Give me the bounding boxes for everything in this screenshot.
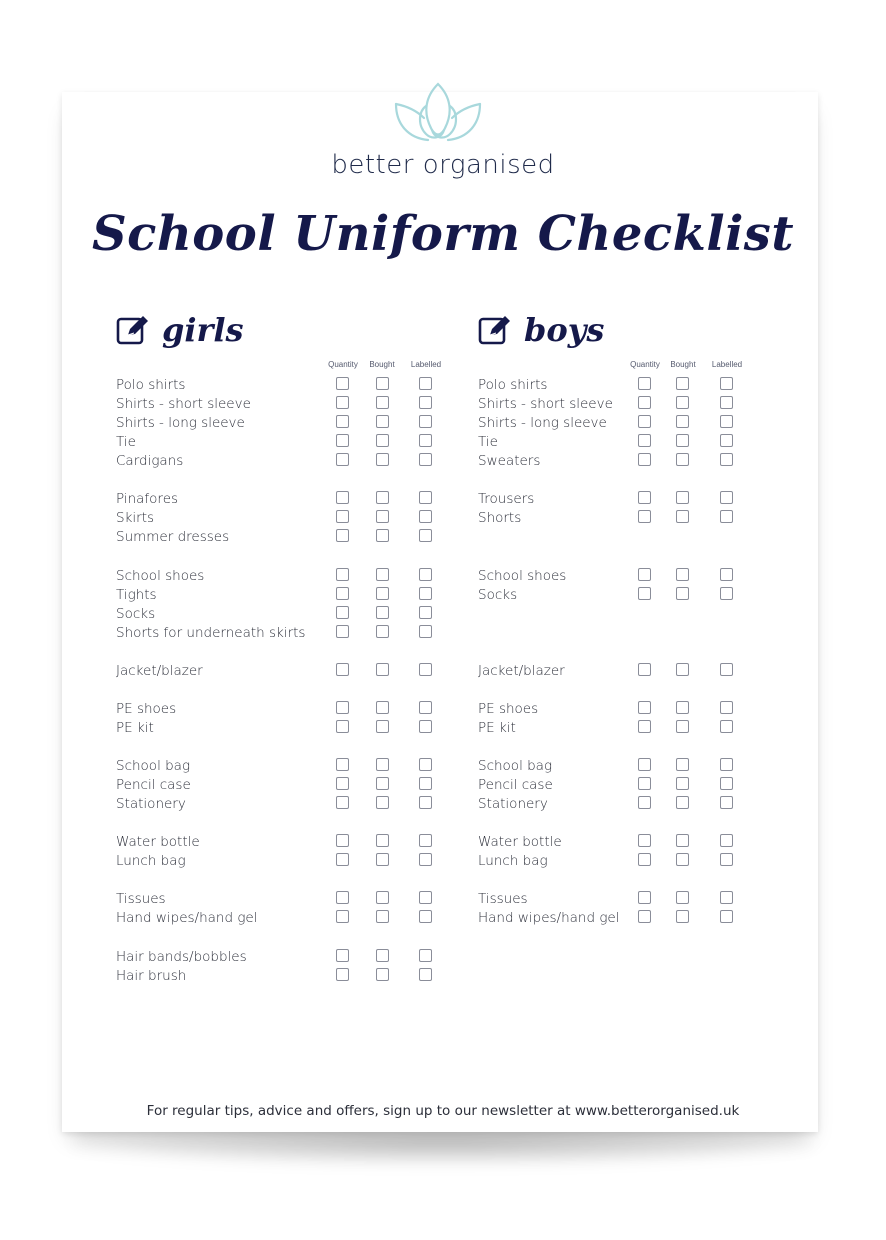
item-label: Shorts for underneath skirts <box>116 624 306 641</box>
quantity-checkbox[interactable] <box>638 587 651 600</box>
column-header-bought: Bought <box>670 360 696 369</box>
checklist-row <box>116 890 446 909</box>
bought-checkbox[interactable] <box>676 720 689 733</box>
bought-checkbox[interactable] <box>676 663 689 676</box>
bought-checkbox[interactable] <box>376 377 389 390</box>
item-label: Lunch bag <box>478 853 548 870</box>
item-label: PE kit <box>478 719 516 736</box>
labelled-checkbox[interactable] <box>720 434 733 447</box>
labelled-checkbox[interactable] <box>419 949 432 962</box>
bought-checkbox[interactable] <box>376 834 389 847</box>
item-label: Cardigans <box>116 453 184 470</box>
labelled-checkbox[interactable] <box>720 510 733 523</box>
labelled-checkbox[interactable] <box>419 396 432 409</box>
bought-checkbox[interactable] <box>376 529 389 542</box>
bought-checkbox[interactable] <box>376 968 389 981</box>
quantity-checkbox[interactable] <box>638 396 651 409</box>
quantity-checkbox[interactable] <box>638 434 651 447</box>
item-label: Polo shirts <box>478 377 548 393</box>
labelled-checkbox[interactable] <box>720 491 733 504</box>
bought-checkbox[interactable] <box>676 796 689 809</box>
girls-heading <box>116 310 244 350</box>
bought-checkbox[interactable] <box>676 415 689 428</box>
bought-checkbox[interactable] <box>676 396 689 409</box>
labelled-checkbox[interactable] <box>419 758 432 771</box>
item-label: Jacket/blazer <box>116 662 203 679</box>
item-label: Skirts <box>116 510 155 527</box>
checklist-row <box>478 890 808 909</box>
checklist-row <box>478 757 808 776</box>
column-header-quantity: Quantity <box>630 360 660 369</box>
quantity-checkbox[interactable] <box>336 758 349 771</box>
bought-checkbox[interactable] <box>376 701 389 714</box>
bought-checkbox[interactable] <box>376 891 389 904</box>
labelled-checkbox[interactable] <box>419 415 432 428</box>
checklist-row <box>116 719 446 738</box>
bought-checkbox[interactable] <box>376 796 389 809</box>
quantity-checkbox[interactable] <box>336 510 349 523</box>
bought-checkbox[interactable] <box>376 587 389 600</box>
checklist-row <box>478 490 808 509</box>
quantity-checkbox[interactable] <box>638 910 651 923</box>
column-header-labelled: Labelled <box>410 360 442 369</box>
labelled-checkbox[interactable] <box>419 701 432 714</box>
item-label: Hand wipes/hand gel <box>116 910 258 927</box>
bought-checkbox[interactable] <box>676 701 689 714</box>
bought-checkbox[interactable] <box>376 415 389 428</box>
bought-checkbox[interactable] <box>676 568 689 581</box>
quantity-checkbox[interactable] <box>336 587 349 600</box>
bought-checkbox[interactable] <box>376 568 389 581</box>
item-label: Pencil case <box>478 777 553 794</box>
labelled-checkbox[interactable] <box>419 606 432 619</box>
bought-checkbox[interactable] <box>376 663 389 676</box>
item-label: Shorts <box>478 510 522 527</box>
labelled-checkbox[interactable] <box>720 834 733 847</box>
labelled-checkbox[interactable] <box>419 529 432 542</box>
labelled-checkbox[interactable] <box>720 701 733 714</box>
quantity-checkbox[interactable] <box>336 529 349 542</box>
quantity-checkbox[interactable] <box>336 891 349 904</box>
item-label: Summer dresses <box>116 529 230 546</box>
checklist-row <box>116 414 446 433</box>
item-label: Shirts - long sleeve <box>116 415 245 432</box>
checklist-row <box>478 776 808 795</box>
item-label: PE shoes <box>116 700 177 717</box>
quantity-checkbox[interactable] <box>638 701 651 714</box>
bought-checkbox[interactable] <box>376 396 389 409</box>
labelled-checkbox[interactable] <box>720 777 733 790</box>
labelled-checkbox[interactable] <box>720 758 733 771</box>
checklist-row <box>116 624 446 643</box>
labelled-checkbox[interactable] <box>720 720 733 733</box>
quantity-checkbox[interactable] <box>336 491 349 504</box>
labelled-checkbox[interactable] <box>720 587 733 600</box>
labelled-checkbox[interactable] <box>419 434 432 447</box>
quantity-checkbox[interactable] <box>336 720 349 733</box>
labelled-checkbox[interactable] <box>419 453 432 466</box>
quantity-checkbox[interactable] <box>638 796 651 809</box>
item-label: School bag <box>478 758 553 774</box>
checklist-row <box>116 662 446 681</box>
quantity-checkbox[interactable] <box>336 453 349 466</box>
labelled-checkbox[interactable] <box>419 510 432 523</box>
checklist-row <box>478 909 808 928</box>
checklist-row <box>116 509 446 528</box>
checklist-row <box>116 909 446 928</box>
column-header-bought: Bought <box>369 360 395 369</box>
checklist-row <box>478 376 808 395</box>
bought-checkbox[interactable] <box>376 491 389 504</box>
checklist-row <box>478 452 808 471</box>
checklist-row <box>116 586 446 605</box>
checklist-row <box>116 452 446 471</box>
item-label: Hand wipes/hand gel <box>478 910 620 927</box>
labelled-checkbox[interactable] <box>419 377 432 390</box>
checklist-row <box>116 757 446 776</box>
checklist-row <box>116 433 446 452</box>
labelled-checkbox[interactable] <box>720 853 733 866</box>
item-label: Lunch bag <box>116 853 186 870</box>
item-label: Hair bands/bobbles <box>116 948 247 965</box>
labelled-checkbox[interactable] <box>720 663 733 676</box>
column-header-labelled: Labelled <box>711 360 743 369</box>
quantity-checkbox[interactable] <box>638 453 651 466</box>
quantity-checkbox[interactable] <box>336 625 349 638</box>
checklist-row <box>478 662 808 681</box>
labelled-checkbox[interactable] <box>419 834 432 847</box>
quantity-checkbox[interactable] <box>638 891 651 904</box>
labelled-checkbox[interactable] <box>419 891 432 904</box>
checklist-row <box>116 852 446 871</box>
item-label: School shoes <box>478 567 567 584</box>
quantity-checkbox[interactable] <box>638 415 651 428</box>
item-label: Pencil case <box>116 777 191 794</box>
bought-checkbox[interactable] <box>676 510 689 523</box>
labelled-checkbox[interactable] <box>419 625 432 638</box>
quantity-checkbox[interactable] <box>638 510 651 523</box>
bought-checkbox[interactable] <box>376 510 389 523</box>
quantity-checkbox[interactable] <box>336 701 349 714</box>
checklist-row <box>116 376 446 395</box>
labelled-checkbox[interactable] <box>720 415 733 428</box>
checklist-row <box>116 605 446 624</box>
quantity-checkbox[interactable] <box>336 949 349 962</box>
labelled-checkbox[interactable] <box>419 663 432 676</box>
quantity-checkbox[interactable] <box>638 720 651 733</box>
lotus-icon <box>388 78 488 148</box>
labelled-checkbox[interactable] <box>419 968 432 981</box>
bought-checkbox[interactable] <box>376 758 389 771</box>
quantity-checkbox[interactable] <box>638 663 651 676</box>
item-label: Shirts - short sleeve <box>116 396 251 413</box>
quantity-checkbox[interactable] <box>638 853 651 866</box>
checklist-row <box>478 795 808 814</box>
checklist-row <box>478 833 808 852</box>
item-label: School bag <box>116 758 191 774</box>
checklist-row <box>116 833 446 852</box>
labelled-checkbox[interactable] <box>419 587 432 600</box>
checklist-row <box>116 528 446 547</box>
checklist-row <box>478 719 808 738</box>
footer-note: For regular tips, advice and offers, sign up to our newsletter at www.betterorganised.uk <box>146 1103 740 1119</box>
checklist-row <box>478 395 808 414</box>
bought-checkbox[interactable] <box>376 949 389 962</box>
checklist-row <box>478 700 808 719</box>
item-label: School shoes <box>116 567 205 584</box>
bought-checkbox[interactable] <box>376 625 389 638</box>
quantity-checkbox[interactable] <box>336 396 349 409</box>
girls-title: girls <box>162 311 244 349</box>
checklist-row <box>116 948 446 967</box>
quantity-checkbox[interactable] <box>638 758 651 771</box>
checklist-row <box>478 567 808 586</box>
bought-checkbox[interactable] <box>376 453 389 466</box>
bought-checkbox[interactable] <box>376 853 389 866</box>
labelled-checkbox[interactable] <box>720 377 733 390</box>
checklist-row <box>478 509 808 528</box>
edit-icon <box>116 313 150 347</box>
bought-checkbox[interactable] <box>676 758 689 771</box>
checklist-row <box>116 395 446 414</box>
item-label: Tissues <box>116 891 166 908</box>
bought-checkbox[interactable] <box>376 910 389 923</box>
bought-checkbox[interactable] <box>676 834 689 847</box>
page-title: School Uniform Checklist <box>92 206 794 262</box>
quantity-checkbox[interactable] <box>336 834 349 847</box>
checklist-row <box>116 776 446 795</box>
bought-checkbox[interactable] <box>376 606 389 619</box>
boys-heading <box>478 310 604 350</box>
bought-checkbox[interactable] <box>376 720 389 733</box>
item-label: Tie <box>116 434 136 451</box>
item-label: Socks <box>116 605 156 622</box>
quantity-checkbox[interactable] <box>638 377 651 390</box>
labelled-checkbox[interactable] <box>720 910 733 923</box>
labelled-checkbox[interactable] <box>720 396 733 409</box>
labelled-checkbox[interactable] <box>720 891 733 904</box>
quantity-checkbox[interactable] <box>336 910 349 923</box>
checklist-row <box>116 795 446 814</box>
bought-checkbox[interactable] <box>376 777 389 790</box>
bought-checkbox[interactable] <box>376 434 389 447</box>
bought-checkbox[interactable] <box>676 453 689 466</box>
quantity-checkbox[interactable] <box>336 606 349 619</box>
item-label: Socks <box>478 586 518 603</box>
item-label: Tissues <box>478 891 528 908</box>
labelled-checkbox[interactable] <box>419 491 432 504</box>
labelled-checkbox[interactable] <box>720 796 733 809</box>
quantity-checkbox[interactable] <box>336 968 349 981</box>
bought-checkbox[interactable] <box>676 377 689 390</box>
labelled-checkbox[interactable] <box>419 910 432 923</box>
labelled-checkbox[interactable] <box>419 853 432 866</box>
item-label: Hair brush <box>116 967 187 984</box>
checklist-row <box>478 433 808 452</box>
brand-name: better organised <box>331 150 555 180</box>
quantity-checkbox[interactable] <box>336 663 349 676</box>
quantity-checkbox[interactable] <box>638 491 651 504</box>
labelled-checkbox[interactable] <box>419 720 432 733</box>
item-label: Stationery <box>116 796 186 813</box>
quantity-checkbox[interactable] <box>638 777 651 790</box>
bought-checkbox[interactable] <box>676 910 689 923</box>
item-label: Sweaters <box>478 453 541 470</box>
item-label: PE kit <box>116 719 154 736</box>
checklist-row <box>116 490 446 509</box>
labelled-checkbox[interactable] <box>419 568 432 581</box>
quantity-checkbox[interactable] <box>638 568 651 581</box>
checklist-row <box>478 586 808 605</box>
item-label: Shirts - long sleeve <box>478 415 607 432</box>
bought-checkbox[interactable] <box>676 891 689 904</box>
checklist-row <box>478 852 808 871</box>
item-label: Water bottle <box>478 834 562 851</box>
checklist-row <box>116 967 446 986</box>
labelled-checkbox[interactable] <box>419 777 432 790</box>
item-label: Polo shirts <box>116 377 186 393</box>
bought-checkbox[interactable] <box>676 853 689 866</box>
quantity-checkbox[interactable] <box>336 777 349 790</box>
bought-checkbox[interactable] <box>676 777 689 790</box>
quantity-checkbox[interactable] <box>336 568 349 581</box>
item-label: Water bottle <box>116 834 200 851</box>
checklist-row <box>478 414 808 433</box>
edit-icon <box>478 313 512 347</box>
labelled-checkbox[interactable] <box>720 453 733 466</box>
column-header-quantity: Quantity <box>328 360 358 369</box>
checklist-row <box>116 700 446 719</box>
bought-checkbox[interactable] <box>676 434 689 447</box>
item-label: Tie <box>478 434 498 451</box>
boys-title: boys <box>524 311 605 349</box>
quantity-checkbox[interactable] <box>336 377 349 390</box>
quantity-checkbox[interactable] <box>336 434 349 447</box>
quantity-checkbox[interactable] <box>336 415 349 428</box>
item-label: Jacket/blazer <box>478 662 565 679</box>
item-label: Tights <box>116 586 157 603</box>
labelled-checkbox[interactable] <box>720 568 733 581</box>
bought-checkbox[interactable] <box>676 491 689 504</box>
item-label: PE shoes <box>478 700 539 717</box>
quantity-checkbox[interactable] <box>638 834 651 847</box>
quantity-checkbox[interactable] <box>336 796 349 809</box>
quantity-checkbox[interactable] <box>336 853 349 866</box>
checklist-row <box>116 567 446 586</box>
item-label: Trousers <box>478 491 535 508</box>
bought-checkbox[interactable] <box>676 587 689 600</box>
item-label: Pinafores <box>116 491 179 508</box>
item-label: Stationery <box>478 796 548 813</box>
item-label: Shirts - short sleeve <box>478 396 613 413</box>
labelled-checkbox[interactable] <box>419 796 432 809</box>
